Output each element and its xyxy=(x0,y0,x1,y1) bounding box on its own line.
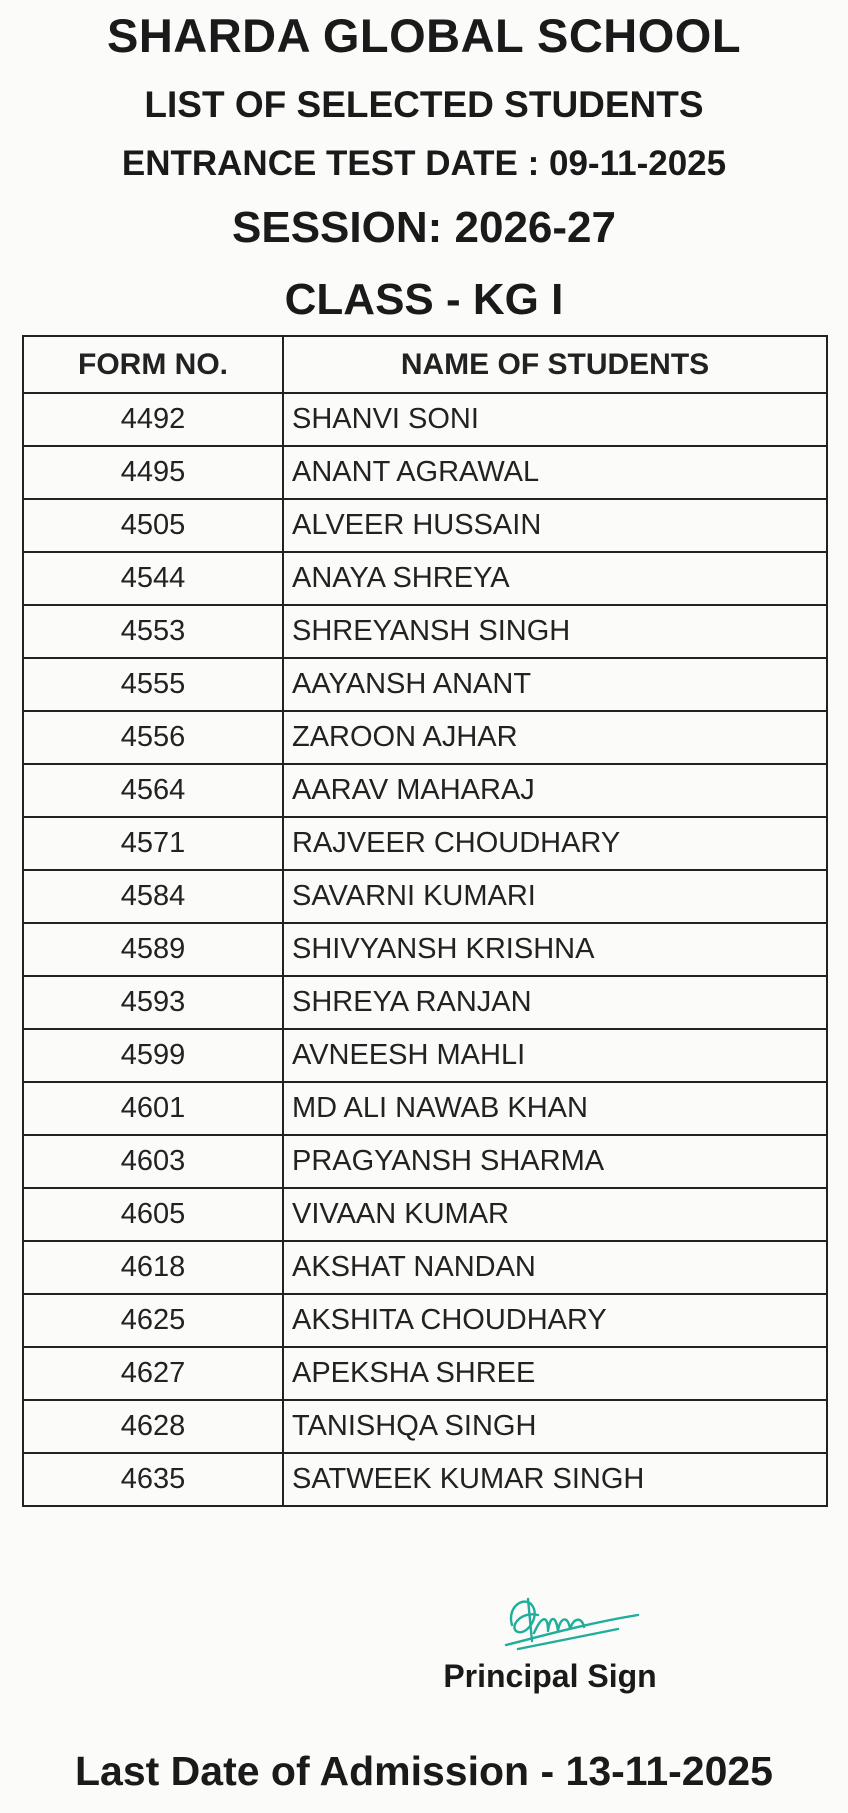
table-row xyxy=(23,1029,827,1082)
form-number-cell: 4556 xyxy=(23,711,283,764)
table-row xyxy=(23,1294,827,1347)
table-row xyxy=(23,393,827,446)
table-row xyxy=(23,1188,827,1241)
student-name-cell: AVNEESH MAHLI xyxy=(283,1029,827,1082)
selected-students-table xyxy=(22,335,828,1507)
form-number-cell: 4605 xyxy=(23,1188,283,1241)
table-row xyxy=(23,870,827,923)
table-row xyxy=(23,446,827,499)
table-row xyxy=(23,1082,827,1135)
student-name-cell: TANISHQA SINGH xyxy=(283,1400,827,1453)
form-number-cell: 4599 xyxy=(23,1029,283,1082)
table-row xyxy=(23,711,827,764)
student-name-cell: ZAROON AJHAR xyxy=(283,711,827,764)
student-name-cell: MD ALI NAWAB KHAN xyxy=(283,1082,827,1135)
session: SESSION: 2026-27 xyxy=(232,203,616,252)
list-title: LIST OF SELECTED STUDENTS xyxy=(144,84,704,125)
form-number-cell: 4555 xyxy=(23,658,283,711)
entrance-test-date: ENTRANCE TEST DATE : 09-11-2025 xyxy=(121,144,727,183)
form-number-cell: 4589 xyxy=(23,923,283,976)
student-name-cell: ANANT AGRAWAL xyxy=(283,446,827,499)
table-row xyxy=(23,1241,827,1294)
table-row xyxy=(23,817,827,870)
student-name-cell: APEKSHA SHREE xyxy=(283,1347,827,1400)
table-row xyxy=(23,1453,827,1506)
class-name: CLASS - KG I xyxy=(284,275,564,324)
form-number-cell: 4628 xyxy=(23,1400,283,1453)
form-number-cell: 4495 xyxy=(23,446,283,499)
table-row xyxy=(23,1400,827,1453)
table-row xyxy=(23,1347,827,1400)
form-number-cell: 4635 xyxy=(23,1453,283,1506)
form-number-cell: 4618 xyxy=(23,1241,283,1294)
student-rows xyxy=(23,393,827,1506)
student-name-cell: AARAV MAHARAJ xyxy=(283,764,827,817)
column-header-name: NAME OF STUDENTS xyxy=(283,336,827,393)
student-name-cell: AAYANSH ANANT xyxy=(283,658,827,711)
table-row xyxy=(23,605,827,658)
table-row xyxy=(23,976,827,1029)
form-number-cell: 4505 xyxy=(23,499,283,552)
form-number-cell: 4553 xyxy=(23,605,283,658)
table-row xyxy=(23,1135,827,1188)
student-name-cell: SHREYA RANJAN xyxy=(283,976,827,1029)
form-number-cell: 4564 xyxy=(23,764,283,817)
student-name-cell: SHREYANSH SINGH xyxy=(283,605,827,658)
student-name-cell: SHIVYANSH KRISHNA xyxy=(283,923,827,976)
student-name-cell: PRAGYANSH SHARMA xyxy=(283,1135,827,1188)
form-number-cell: 4601 xyxy=(23,1082,283,1135)
student-name-cell: SAVARNI KUMARI xyxy=(283,870,827,923)
form-number-cell: 4492 xyxy=(23,393,283,446)
table-row xyxy=(23,499,827,552)
form-number-cell: 4625 xyxy=(23,1294,283,1347)
student-name-cell: ALVEER HUSSAIN xyxy=(283,499,827,552)
table-row xyxy=(23,552,827,605)
student-name-cell: AKSHAT NANDAN xyxy=(283,1241,827,1294)
form-number-cell: 4544 xyxy=(23,552,283,605)
form-number-cell: 4584 xyxy=(23,870,283,923)
column-header-form-no: FORM NO. xyxy=(23,336,283,393)
table-row xyxy=(23,764,827,817)
table-row xyxy=(23,658,827,711)
student-name-cell: RAJVEER CHOUDHARY xyxy=(283,817,827,870)
principal-signature-icon xyxy=(498,1585,648,1655)
form-number-cell: 4627 xyxy=(23,1347,283,1400)
student-name-cell: AKSHITA CHOUDHARY xyxy=(283,1294,827,1347)
table-header-row xyxy=(23,336,827,393)
student-name-cell: VIVAAN KUMAR xyxy=(283,1188,827,1241)
student-name-cell: SATWEEK KUMAR SINGH xyxy=(283,1453,827,1506)
student-name-cell: ANAYA SHREYA xyxy=(283,552,827,605)
last-date-of-admission: Last Date of Admission - 13-11-2025 xyxy=(74,1748,773,1794)
principal-sign-label: Principal Sign xyxy=(443,1658,657,1694)
form-number-cell: 4571 xyxy=(23,817,283,870)
form-number-cell: 4593 xyxy=(23,976,283,1029)
school-name: SHARDA GLOBAL SCHOOL xyxy=(106,9,742,62)
form-number-cell: 4603 xyxy=(23,1135,283,1188)
student-name-cell: SHANVI SONI xyxy=(283,393,827,446)
table-row xyxy=(23,923,827,976)
